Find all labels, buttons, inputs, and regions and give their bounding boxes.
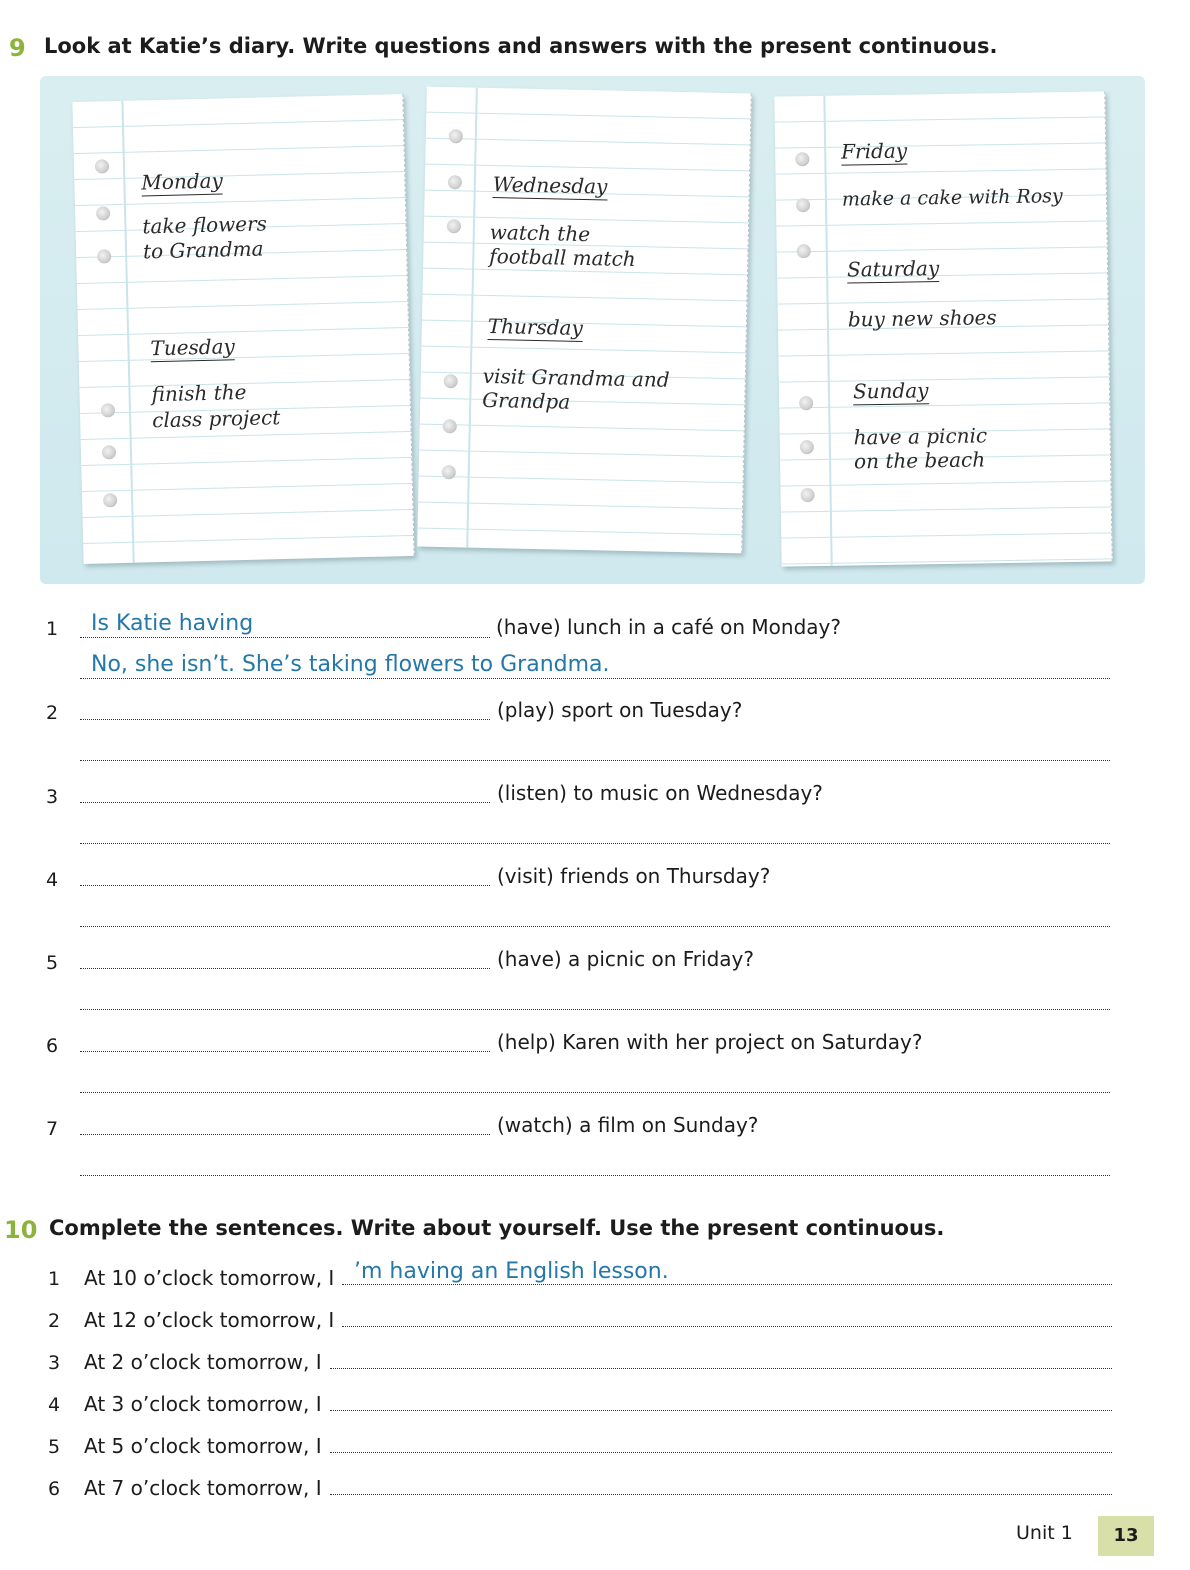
diary-page-right — [774, 91, 1112, 566]
exercise-10-instruction: Complete the sentences. Write about yourself. Use the present continuous. — [49, 1216, 945, 1240]
exercise-9-number: 9 — [9, 34, 26, 62]
exercise-10-number: 10 — [4, 1216, 38, 1244]
question-blank-5[interactable] — [80, 968, 490, 969]
sentence-blank-6[interactable] — [330, 1494, 1112, 1495]
answer-blank-1[interactable] — [80, 678, 1110, 679]
punch-hole — [97, 249, 111, 263]
question-number: 4 — [46, 869, 59, 891]
diary-entry-wednesday-line2: football match — [489, 243, 636, 272]
sentence-number: 1 — [48, 1268, 61, 1290]
diary-page-left — [72, 94, 414, 564]
question-prompt-7: (watch) a film on Sunday? — [497, 1113, 759, 1137]
sentence-answer-1: ’m having an English lesson. — [354, 1259, 669, 1284]
sentence-stem-5: At 5 o’clock tomorrow, I — [84, 1434, 322, 1458]
punch-hole — [449, 129, 463, 143]
sentence-blank-1[interactable] — [342, 1284, 1112, 1285]
diary-entry-sunday-line1: have a picnic — [853, 423, 988, 450]
question-number: 2 — [46, 702, 59, 724]
diary-entry-tuesday-line2: class project — [151, 405, 281, 433]
question-number: 6 — [46, 1035, 59, 1057]
sentence-blank-5[interactable] — [330, 1452, 1112, 1453]
question-number: 5 — [46, 952, 59, 974]
punch-hole — [444, 374, 458, 388]
answer-question-1: Is Katie having — [91, 611, 254, 636]
sentence-number: 6 — [48, 1478, 61, 1500]
punch-hole — [96, 206, 110, 220]
diary-entry-wednesday-line1: watch the — [489, 220, 591, 247]
question-blank-6[interactable] — [80, 1051, 490, 1052]
punch-hole — [442, 465, 456, 479]
diary-entry-tuesday-line1: finish the — [151, 379, 247, 407]
punch-hole — [443, 419, 457, 433]
exercise-9-instruction: Look at Katie’s diary. Write questions and answers with the present continuous. — [44, 34, 998, 58]
question-blank-3[interactable] — [80, 802, 490, 803]
punch-hole — [796, 198, 810, 212]
question-prompt-6: (help) Karen with her project on Saturday? — [497, 1030, 923, 1054]
sentence-number: 2 — [48, 1310, 61, 1332]
sentence-blank-2[interactable] — [342, 1326, 1112, 1327]
diary-day-saturday: Saturday — [846, 256, 940, 282]
diary-day-monday: Monday — [141, 168, 224, 195]
diary-day-sunday: Sunday — [852, 378, 929, 404]
answer-blank-6[interactable] — [80, 1092, 1110, 1093]
sentence-stem-3: At 2 o’clock tomorrow, I — [84, 1350, 322, 1374]
sentence-blank-3[interactable] — [330, 1368, 1112, 1369]
answer-blank-4[interactable] — [80, 926, 1110, 927]
sentence-number: 5 — [48, 1436, 61, 1458]
page-number-tab — [1098, 1516, 1154, 1556]
page-number: 13 — [1113, 1525, 1139, 1546]
question-number: 3 — [46, 786, 59, 808]
question-prompt-2: (play) sport on Tuesday? — [497, 698, 743, 722]
diary-day-friday: Friday — [841, 138, 908, 164]
punch-hole — [799, 396, 813, 410]
diary-entry-thursday-line2: Grandpa — [482, 387, 571, 414]
answer-blank-7[interactable] — [80, 1175, 1110, 1176]
diary-page-middle — [417, 87, 752, 554]
question-prompt-5: (have) a picnic on Friday? — [497, 947, 754, 971]
punch-hole — [448, 175, 462, 189]
answer-blank-3[interactable] — [80, 843, 1110, 844]
sentence-number: 3 — [48, 1352, 61, 1374]
punch-hole — [797, 244, 811, 258]
punch-hole — [447, 219, 461, 233]
sentence-number: 4 — [48, 1394, 61, 1416]
question-prompt-3: (listen) to music on Wednesday? — [497, 781, 823, 805]
diary-entry-thursday-line1: visit Grandma and — [482, 363, 670, 392]
diary-entry-friday-line1: make a cake with Rosy — [841, 185, 1063, 211]
answer-blank-5[interactable] — [80, 1009, 1110, 1010]
diary-day-wednesday: Wednesday — [492, 172, 608, 199]
question-blank-7[interactable] — [80, 1134, 490, 1135]
sentence-stem-6: At 7 o’clock tomorrow, I — [84, 1476, 322, 1500]
unit-label: Unit 1 — [1016, 1522, 1073, 1544]
question-blank-4[interactable] — [80, 885, 490, 886]
punch-hole — [102, 445, 116, 459]
punch-hole — [101, 403, 115, 417]
diary-day-tuesday: Tuesday — [150, 334, 236, 361]
punch-hole — [103, 493, 117, 507]
punch-hole — [800, 488, 814, 502]
sentence-stem-2: At 12 o’clock tomorrow, I — [84, 1308, 335, 1332]
sentence-stem-4: At 3 o’clock tomorrow, I — [84, 1392, 322, 1416]
diary-entry-sunday-line2: on the beach — [853, 447, 986, 474]
question-prompt-4: (visit) friends on Thursday? — [497, 864, 771, 888]
answer-response-1: No, she isn’t. She’s taking flowers to Grandma. — [91, 652, 610, 677]
question-prompt-1: (have) lunch in a café on Monday? — [496, 615, 841, 639]
question-number: 1 — [46, 618, 59, 640]
punch-hole — [800, 440, 814, 454]
sentence-blank-4[interactable] — [330, 1410, 1112, 1411]
answer-blank-2[interactable] — [80, 760, 1110, 761]
sentence-stem-1: At 10 o’clock tomorrow, I — [84, 1266, 335, 1290]
diary-entry-monday-line2: to Grandma — [142, 236, 264, 264]
diary-entry-monday-line1: take flowers — [142, 211, 268, 239]
punch-hole — [795, 152, 809, 166]
question-blank-2[interactable] — [80, 719, 490, 720]
diary-entry-saturday-line1: buy new shoes — [847, 305, 997, 332]
diary-panel — [40, 76, 1145, 584]
question-number: 7 — [46, 1118, 59, 1140]
question-blank-1[interactable] — [80, 637, 490, 638]
punch-hole — [95, 159, 109, 173]
diary-day-thursday: Thursday — [487, 313, 584, 340]
